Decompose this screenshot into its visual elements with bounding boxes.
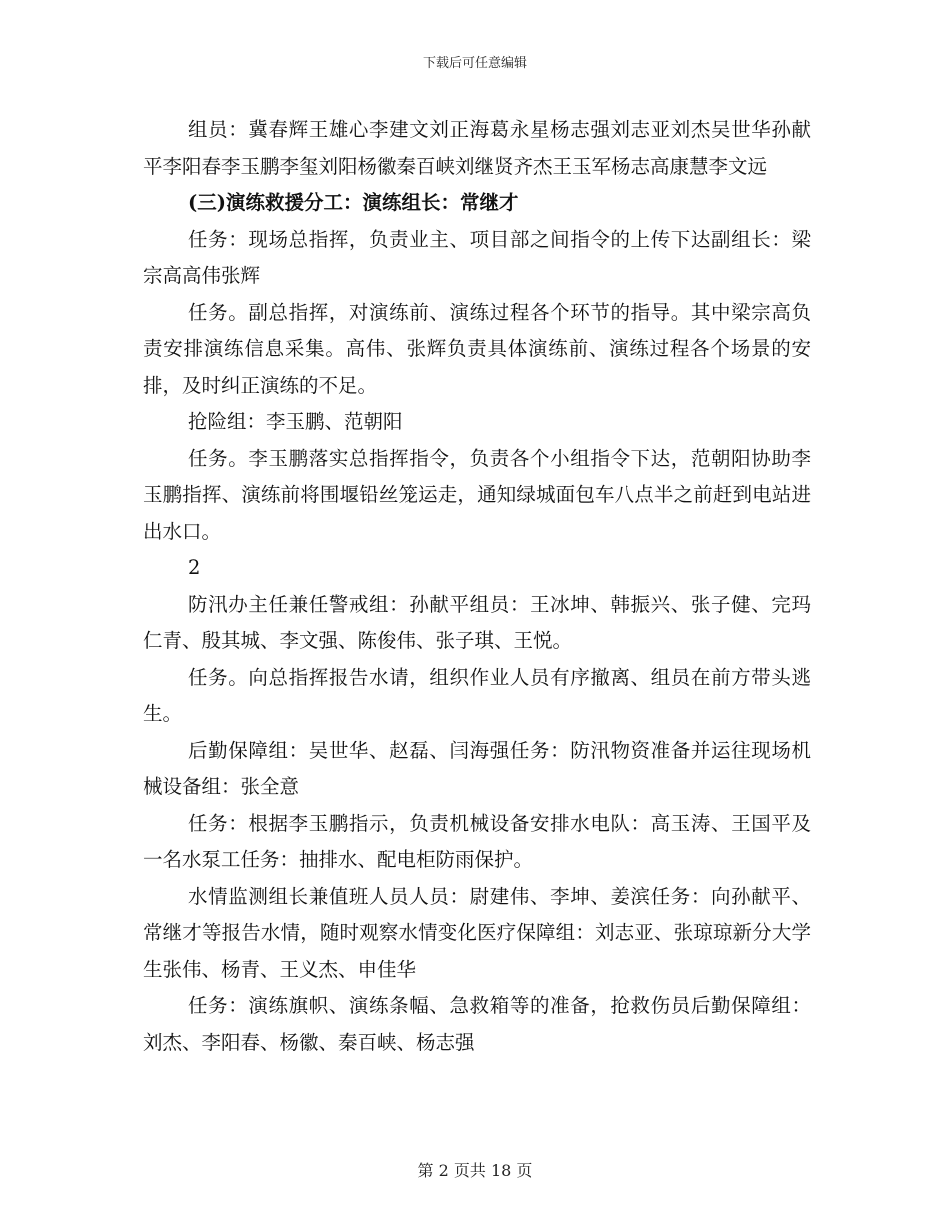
paragraph-deputy-task: 任务。副总指挥，对演练前、演练过程各个环节的指导。其中梁宗高负责安排演练信息采集。高伟、张辉负责具体演练前、演练过程各个场景的安排，及时纠正演练的不足。 — [143, 300, 811, 397]
paragraph-logistics-group: 后勤保障组：吴世华、赵磊、闫海强任务：防汛物资准备并运往现场机械设备组：张全意 — [143, 738, 811, 798]
paragraph-rescue-task: 任务。李玉鹏落实总指挥指令，负责各个小组指令下达，范朝阳协助李玉鹏指挥、演练前将围堰铅丝笼运走，通知绿城面包车八点半之前赶到电站进出水口。 — [143, 446, 811, 543]
paragraph-support-task: 任务：演练旗帜、演练条幅、急救箱等的准备，抢救伤员后勤保障组：刘杰、李阳春、杨徽、秦百峡、杨志强 — [143, 994, 811, 1054]
paragraph-rescue-group: 抢险组：李玉鹏、范朝阳 — [188, 410, 403, 433]
section-heading-drill-division: (三)演练救援分工：演练组长：常继才 — [188, 191, 519, 214]
page-footer: 第 2 页共 18 页 — [417, 1161, 533, 1180]
paragraph-commander-task: 任务：现场总指挥，负责业主、项目部之间指令的上传下达副组长：梁宗高高伟张辉 — [143, 227, 811, 287]
paragraph-inline-page-number: 2 — [188, 556, 201, 579]
page-header: 下载后可任意编辑 — [422, 56, 527, 71]
document-body — [143, 112, 811, 1061]
paragraph-machinery-task: 任务：根据李玉鹏指示，负责机械设备安排水电队：高玉涛、王国平及一名水泵工任务：抽排水、配电柜防雨保护。 — [143, 811, 811, 871]
paragraph-alert-task: 任务。向总指挥报告水请，组织作业人员有序撤离、组员在前方带头逃生。 — [143, 665, 811, 725]
paragraph-alert-group: 防汛办主任兼任警戒组：孙献平组员：王冰坤、韩振兴、张子健、完玛仁青、殷其城、李文强、陈俊伟、张子琪、王悦。 — [143, 592, 811, 652]
paragraph-water-monitoring: 水情监测组长兼值班人员人员：尉建伟、李坤、姜滨任务：向孙献平、常继才等报告水情，随时观察水情变化医疗保障组：刘志亚、张琼琼新分大学生张伟、杨青、王义杰、申佳华 — [143, 884, 811, 981]
paragraph-team-members: 组员：冀春辉王雄心李建文刘正海葛永星杨志强刘志亚刘杰吴世华孙献平李阳春李玉鹏李玺刘阳杨徽秦百峡刘继贤齐杰王玉军杨志高康慧李文远 — [143, 118, 811, 178]
